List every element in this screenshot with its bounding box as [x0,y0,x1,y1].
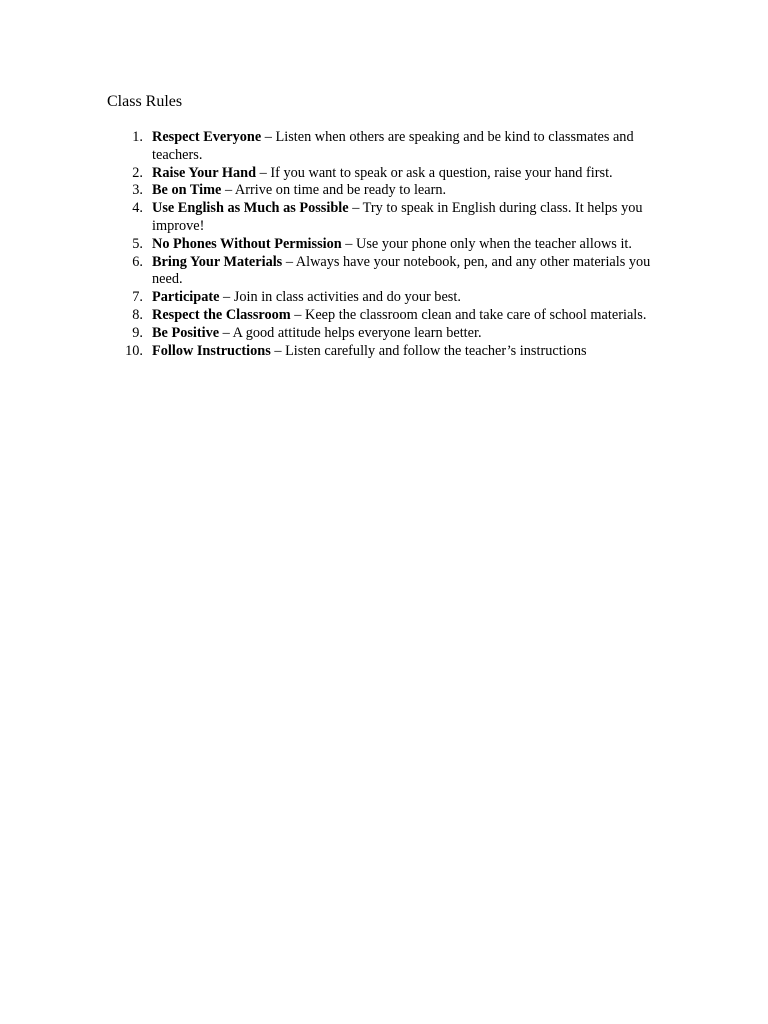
rule-number: 6. [132,253,143,270]
rule-name: Be on Time [152,182,222,199]
rule-number: 7. [132,289,143,306]
rule-number: 5. [132,235,143,252]
rule-number: 2. [132,164,143,181]
rule-separator: – [341,235,357,252]
rule-name: Raise Your Hand [152,164,257,181]
rule-separator: – [219,289,234,306]
rule-description: A good attitude helps everyone learn better. [232,324,482,341]
rule-description: Try to speak in English during class. It helps you improve! [152,200,643,234]
rules-list [107,129,667,360]
rule-item-9 [107,325,667,343]
rule-item-3 [107,182,667,200]
rule-description: Listen when others are speaking and be kind to classmates and teachers. [152,129,634,163]
rule-item-7 [107,289,667,307]
rule-description: Join in class activities and do your best. [233,289,461,306]
rule-separator: – [219,324,233,341]
rule-name: Be Positive [152,324,220,341]
rule-separator: – [256,164,271,181]
rule-separator: – [221,182,235,199]
rule-name: Follow Instructions [152,342,271,359]
rule-description: Use your phone only when the teacher allows it. [356,235,632,252]
rule-description: Listen carefully and follow the teacher’s instructions [285,342,587,359]
rule-item-1 [107,129,667,165]
rule-separator: – [290,306,306,323]
rule-item-6 [107,254,667,290]
rule-item-10 [107,343,667,361]
rule-item-5 [107,236,667,254]
rule-number: 10. [125,342,143,359]
rule-number: 9. [132,324,143,341]
rule-item-8 [107,307,667,325]
rule-number: 4. [132,200,143,217]
rule-description: Keep the classroom clean and take care of school materials. [305,306,647,323]
rule-number: 3. [132,182,143,199]
rule-description: Arrive on time and be ready to learn. [234,182,447,199]
rule-separator: – [270,342,286,359]
document-title: Class Rules [107,93,183,110]
rule-separator: – [261,129,276,145]
rule-name: Participate [152,289,220,306]
rule-description: Always have your notebook, pen, and any other materials you need. [152,253,651,288]
rule-description: If you want to speak or ask a question, raise your hand first. [270,164,613,181]
rule-name: No Phones Without Permission [152,235,342,252]
rule-name: Respect Everyone [152,129,262,145]
rule-name: Respect the Classroom [152,306,291,323]
rule-separator: – [348,200,363,217]
rule-item-4 [107,200,667,236]
rule-item-2 [107,165,667,183]
rule-name: Bring Your Materials [152,253,283,270]
rule-name: Use English as Much as Possible [152,200,349,217]
rule-separator: – [282,253,296,270]
rule-number: 1. [132,129,143,145]
rule-number: 8. [132,306,143,323]
